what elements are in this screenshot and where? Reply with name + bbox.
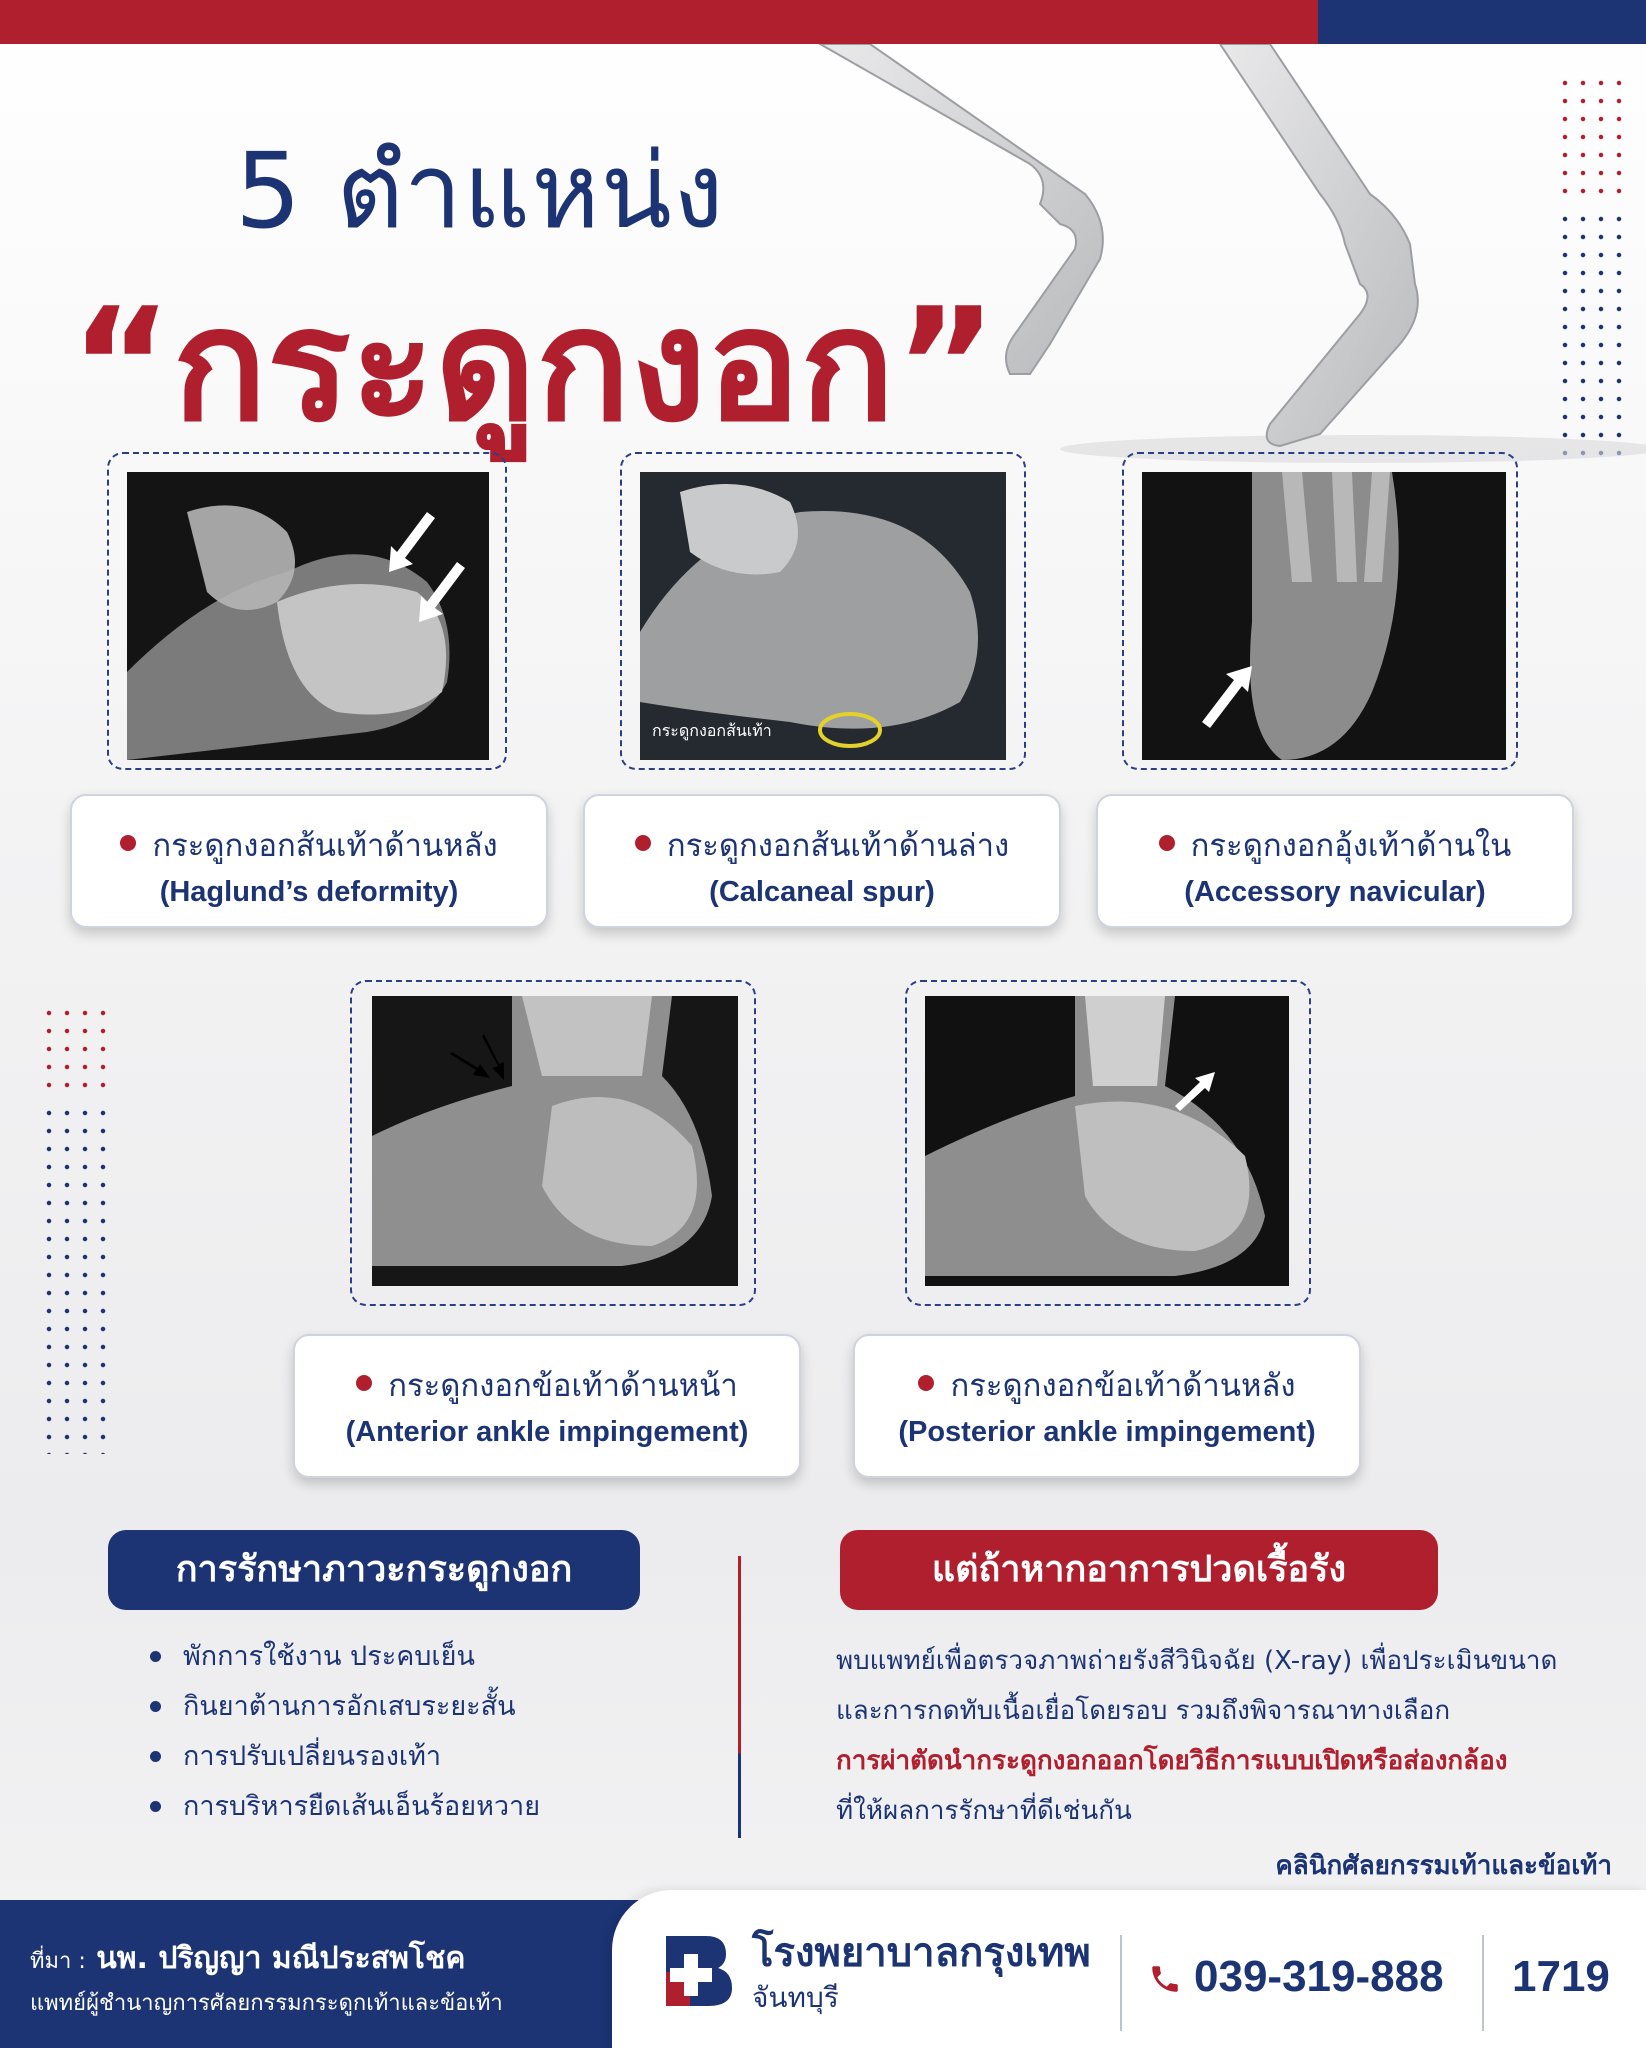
chronic-text-line-1: พบแพทย์เพื่อตรวจภาพถ่ายรังสีวินิจฉัย (X-ray) เพื่อประเมินขนาด: [836, 1646, 1558, 1676]
title-line-2: “กระดูกงอก”: [70, 274, 998, 456]
hotline-number[interactable]: 1719: [1512, 1952, 1610, 2001]
dot-pattern-left-blue: [40, 1104, 112, 1454]
hospital-branch: จันทบุรี: [752, 1981, 839, 2014]
card-1-thai-label: กระดูกงอกส้นเท้าด้านหลัง: [72, 820, 546, 870]
card-4-thai-label: กระดูกงอกข้อเท้าด้านหน้า: [295, 1360, 799, 1410]
label-card-posterior-ankle: [853, 1334, 1361, 1478]
treatment-heading: การรักษาภาวะกระดูกงอก: [108, 1530, 640, 1610]
xray-image-posterior-ankle: [925, 996, 1289, 1286]
xray-image-accessory-navicular: [1142, 472, 1506, 760]
phone-number[interactable]: 039-319-888: [1194, 1952, 1444, 2001]
source-credit: [30, 1935, 465, 1982]
card-2-english-label: (Calcaneal spur): [709, 876, 935, 908]
section-divider: [738, 1556, 741, 1838]
hospital-logo-icon: [660, 1932, 736, 2008]
top-blue-bar: [1318, 0, 1646, 44]
phone-icon: [1148, 1962, 1182, 1996]
xray-image-haglund: [127, 472, 489, 760]
card-3-english-label: (Accessory navicular): [1184, 876, 1486, 908]
hospital-name: โรงพยาบาลกรุงเทพ: [752, 1930, 1091, 1976]
list-item: การปรับเปลี่ยนรองเท้า: [150, 1734, 540, 1784]
list-item: การบริหารยืดเส้นเอ็นร้อยหวาย: [150, 1784, 540, 1834]
chronic-text-line-3: การผ่าตัดนำกระดูกงอกออกโดยวิธีการแบบเปิดหรือส่องกล้อง: [836, 1746, 1508, 1776]
xray-caption: กระดูกงอกส้นเท้า: [652, 721, 772, 740]
source-name: นพ. ปริญญา มณีประสพโชค: [96, 1941, 466, 1976]
source-prefix: ที่มา :: [30, 1949, 86, 1974]
list-item: กินยาต้านการอักเสบระยะสั้น: [150, 1684, 540, 1734]
label-card-anterior-ankle: [293, 1334, 801, 1478]
dot-pattern-left: [40, 1004, 112, 1100]
treatment-list: [150, 1634, 540, 1834]
label-card-calcaneal-spur: [583, 794, 1061, 928]
card-1-english-label: (Haglund’s deformity): [159, 876, 459, 908]
xray-image-calcaneal-spur: [640, 472, 1006, 760]
footer-separator: [1120, 1935, 1122, 2031]
xray-image-anterior-ankle: [372, 996, 738, 1286]
chronic-text-line-2: และการกดทับเนื้อเยื่อโดยรอบ รวมถึงพิจารณาทางเลือก: [836, 1696, 1451, 1726]
card-2-thai-label: กระดูกงอกส้นเท้าด้านล่าง: [585, 820, 1059, 870]
list-item: พักการใช้งาน ประคบเย็น: [150, 1634, 540, 1684]
chronic-heading: แต่ถ้าหากอาการปวดเรื้อรัง: [840, 1530, 1438, 1610]
title-line-1: 5 ตำแหน่ง: [235, 130, 725, 252]
chronic-text-line-4: ที่ให้ผลการรักษาที่ดีเช่นกัน: [836, 1796, 1132, 1826]
card-5-english-label: (Posterior ankle impingement): [898, 1416, 1316, 1448]
top-red-bar: [0, 0, 1318, 44]
card-4-english-label: (Anterior ankle impingement): [345, 1416, 749, 1448]
card-5-thai-label: กระดูกงอกข้อเท้าด้านหลัง: [855, 1360, 1359, 1410]
footer-separator: [1482, 1935, 1484, 2031]
source-role: แพทย์ผู้ชำนาญการศัลยกรรมกระดูกเท้าและข้อเท้า: [30, 1991, 503, 2016]
label-card-accessory-navicular: [1096, 794, 1574, 928]
card-3-thai-label: กระดูกงอกอุ้งเท้าด้านใน: [1098, 820, 1572, 870]
label-card-haglund: [70, 794, 548, 928]
clinic-name: คลินิกศัลยกรรมเท้าและข้อเท้า: [1275, 1851, 1612, 1881]
